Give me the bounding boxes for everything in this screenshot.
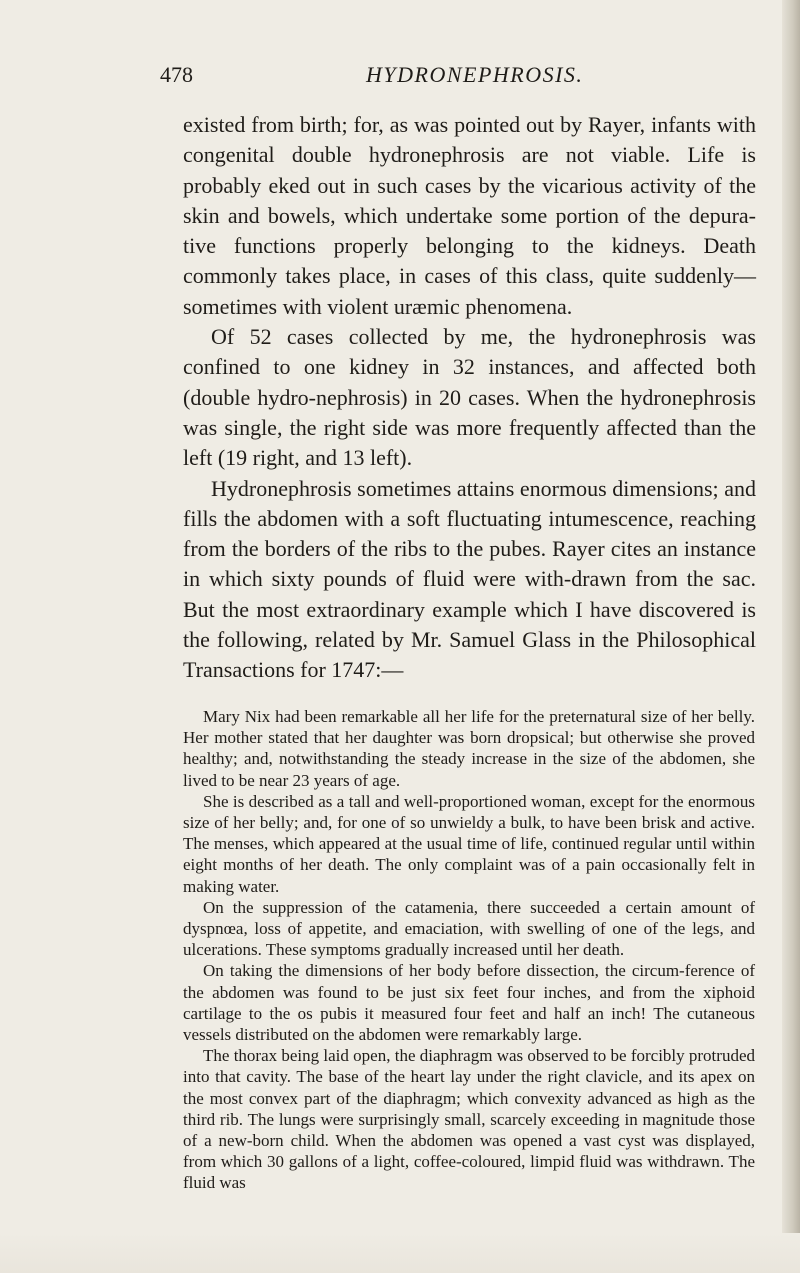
quote-paragraph: She is described as a tall and well-proportioned woman, except for the enormous size of her belly; and, for one of so unwieldy a bulk, to have been brisk and active. The menses, which appeared at the usual time of life, continued regular until within eight months of her death. The only complaint was of a pain occasionally felt in making water. (183, 791, 755, 896)
quote-paragraph: Mary Nix had been remarkable all her life for the preternatural size of her belly. Her mother stated that her daughter was born dropsical; but otherwise she proved healthy; and, notwithstanding the steady increase in the size of the abdomen, she lived to be near 23 years of age. (183, 707, 755, 790)
page-header (160, 62, 720, 92)
main-text (183, 110, 756, 686)
page-bottom-margin (0, 1233, 800, 1273)
page-edge-shadow (782, 0, 800, 1273)
quote-paragraph: On taking the dimensions of her body before dissection, the circum-ference of the abdomen was found to be just six feet four inches, and from the xiphoid cartilage to the os pubis it measured four feet and half an inch! The cutaneous vessels distributed on the abdomen were remarkably large. (183, 961, 755, 1045)
quote-paragraph: On the suppression of the catamenia, there succeeded a certain amount of dyspnœa, loss of appetite, and emaciation, with swelling of one of the legs, and ulcerations. These symptoms gradually increased until her death. (183, 897, 755, 960)
block-quote (183, 706, 755, 1194)
quote-paragraph: The thorax being laid open, the diaphragm was observed to be forcibly protruded into that cavity. The base of the heart lay under the right clavicle, and its apex on the most convex part of the diaphragm; which convexity advanced as high as the third rib. The lungs were surprisingly small, scarcely exceeding in magnitude those of a new-born child. When the abdomen was opened a vast cyst was displayed, from which 30 gallons of a light, coffee-coloured, limpid fluid was withdrawn. The fluid was (183, 1046, 755, 1193)
running-title: HYDRONEPHROSIS. (366, 62, 584, 87)
body-paragraph: existed from birth; for, as was pointed out by Rayer, infants with congenital double hydronephrosis are not viable. Life is probably eked out in such cases by the vicarious activity of the skin and bowels, which undertake some portion of the depura-tive functions properly belonging to the kidneys. Death commonly takes place, in cases of this class, quite suddenly— sometimes with violent uræmic phenomena. (183, 112, 756, 319)
page-number: 478 (160, 62, 193, 87)
body-paragraph: Of 52 cases collected by me, the hydronephrosis was confined to one kidney in 32 instances, and affected both (double hydro-nephrosis) in 20 cases. When the hydronephrosis was single, the right side was more frequently affected than the left (19 right, and 13 left). (183, 324, 756, 471)
body-paragraph: Hydronephrosis sometimes attains enormous dimensions; and fills the abdomen with a soft fluctuating intumescence, reaching from the borders of the ribs to the pubes. Rayer cites an instance in which sixty pounds of fluid were with-drawn from the sac. But the most extraordinary example which I have discovered is the following, related by Mr. Samuel Glass in the Philosophical Transactions for 1747:— (183, 475, 756, 683)
